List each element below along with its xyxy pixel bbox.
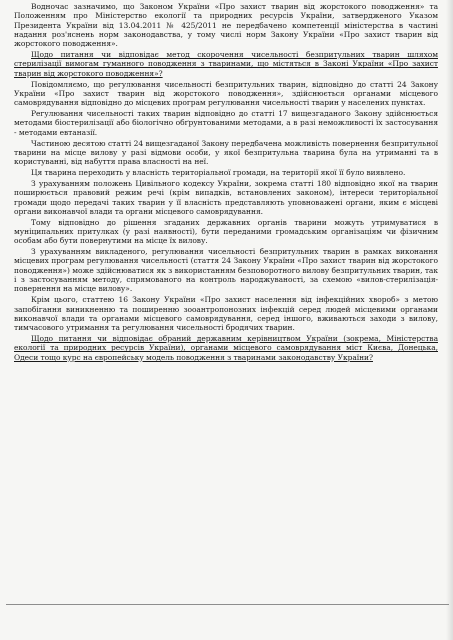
body-paragraph: Ця тварина переходить у власність територіальної громади, на території якої її було виявлено. (31, 168, 406, 178)
scan-edge-shadow (446, 0, 453, 640)
document-body (14, 2, 438, 364)
question-paragraph: Щодо питання чи відповідає метод скорочення чисельності безпритульних тварин шляхом стерилізації вимогам гуманного поводження з тваринами, що містяться в Законі України «Про захист тварин від жорстокого поводження»? (14, 50, 438, 78)
page-bottom-rule (6, 604, 449, 605)
body-paragraph: Водночас зазначимо, що Законом України «Про захист тварин від жорстокого поводження» та Положенням про Міністерство екології та природних ресурсів України, затвердженого Указом Президента України від 13.04.2011 № 425/2011 не передбачено компетенції міністерства в частині надання роз'яснень норм законодавства, у тому числі норм Закону України «Про захист тварин від жорстокого поводження». (14, 2, 438, 49)
body-paragraph: З урахуванням положень Цивільного кодексу України, зокрема статті 180 відповідно якої на тварин поширюється правовий режим речі (крім випадків, встановлених законом), інтереси територіальної громади щодо передачі таких тварин у її власність представляють уповноважені органи, яким є місцеві органи виконавчої влади та органи місцевого самоврядування. (14, 178, 438, 216)
body-paragraph: Частиною десятою статті 24 вищезгаданої Закону передбачена можливість повернення безпритульної тварини на місце вилову у разі відмови особи, у якої безпритульна тварина була на утриманні та в користуванні, від набуття права власності на неї. (14, 138, 438, 167)
body-paragraph: Повідомляємо, що регулювання чисельності безпритульних тварин, відповідно до статті 24 Закону України «Про захист тварин від жорстокого поводження», здійснюється органами місцевого самоврядування відповідно до місцевих програм регулювання чисельності тварин у населених пунктах. (14, 79, 438, 108)
question-paragraph: Щодо питання чи відповідає обраний державним керівництвом України (зокрема, Міністерства екології та природних ресурсів України), органами місцевого самоврядування міст Києва, Донецька, Одеси тощо курс на європейську модель поводження з тваринами законодавству України? (14, 334, 438, 362)
body-paragraph: Тому відповідно до рішення згаданих державних органів тварини можуть утримуватися в муніципальних притулках (у разі наявності), бути переданими громадським організаціям чи фізичним особам або бути повернутими на місце їх вилову. (14, 217, 438, 246)
body-paragraph: З урахуванням викладеного, регулювання чисельності безпритульних тварин в рамках виконання місцевих програм регулювання чисельності (стаття 24 Закону України «Про захист тварин від жорстокого поводження») може здійснюватися як з використанням безповоротного вилову безпритульних тварин, так і з застосуванням методу, спрямованого на контроль народжуваності, за схемою «вилов-стерилізація-повернення на місце вилову». (14, 247, 438, 294)
body-paragraph: Регулювання чисельності таких тварин відповідно до статті 17 вищезгаданого Закону здійснюється методами біостерилізації або біологічно обґрунтованими методами, а в разі неможливості їх застосування - методами евтаназії. (14, 109, 438, 137)
body-paragraph: Крім цього, статтею 16 Закону України «Про захист населення від інфекційних хвороб» з метою запобігання виникненню та поширенню зооантропонозних інфекцій серед людей місцевими органами виконавчої влади та органами місцевого самоврядування, серед іншого, вживаються заходи з вилову, тимчасового утримання та регулювання чисельності бродячих тварин. (14, 295, 438, 333)
